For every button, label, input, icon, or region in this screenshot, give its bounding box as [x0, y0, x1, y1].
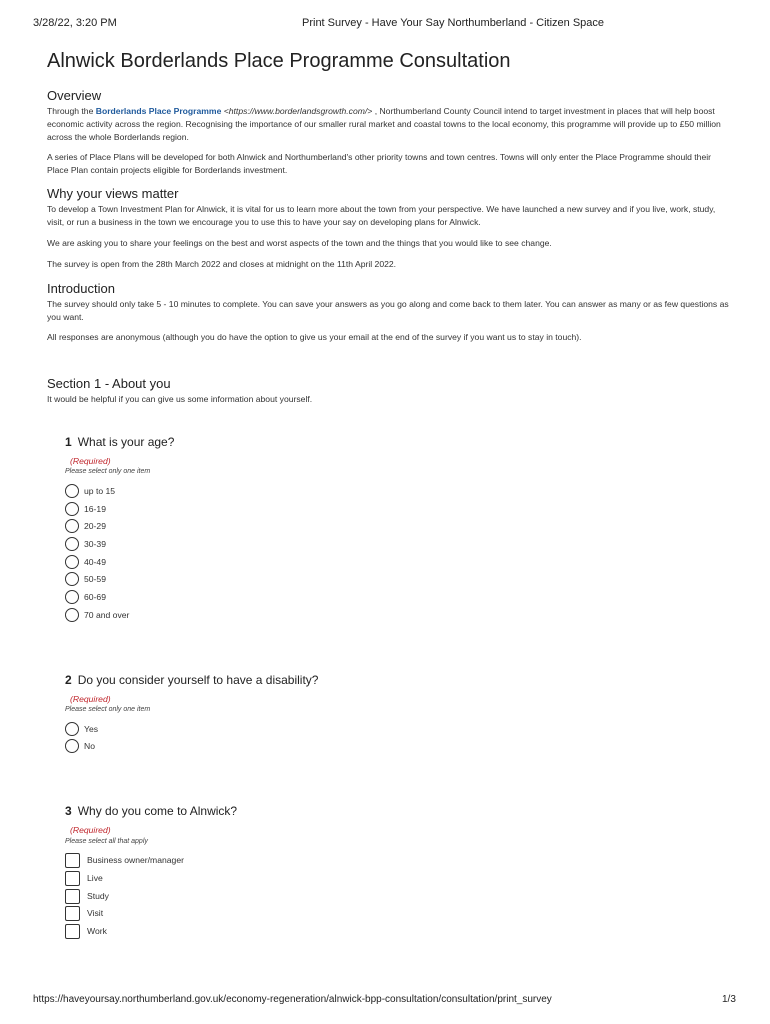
overview-p1-text-before: Through the [47, 106, 96, 116]
option-label: Business owner/manager [87, 855, 184, 865]
question-1-title [65, 435, 174, 449]
option-label: No [84, 741, 95, 751]
disability-option-no[interactable] [65, 738, 95, 754]
reason-option-work[interactable] [65, 923, 107, 939]
radio-button[interactable] [65, 484, 79, 498]
age-option-40-49[interactable] [65, 554, 106, 570]
checkbox[interactable] [65, 906, 80, 921]
question-3-required: (Required) [70, 825, 111, 835]
question-text: Do you consider yourself to have a disability? [77, 673, 319, 687]
overview-p1-text-after: , Northumberland County Council intend to target investment in places that will help boost economic activity across the region. Recognising the importance of our smaller rural market and coastal towns to the local economy, this programme will provide up to £50 million across the whole Borderlands region. [47, 106, 721, 142]
option-label: Yes [84, 724, 99, 734]
option-label: 20-29 [84, 521, 106, 531]
disability-option-yes[interactable] [65, 721, 98, 737]
option-label: 16-19 [84, 504, 106, 514]
question-3-hint: Please select all that apply [65, 838, 148, 845]
radio-button[interactable] [65, 519, 79, 533]
checkbox[interactable] [65, 924, 80, 939]
question-1-required: (Required) [70, 456, 111, 466]
why-paragraph-1: To develop a Town Investment Plan for Alnwick, it is vital for us to learn more about the town from your perspective. We have launched a new survey and if you live, work, study, visit, or run a business in the town we encourage you to use this to have your say on developing plans for Alnwick. [47, 204, 716, 227]
overview-heading: Overview [47, 88, 102, 103]
section-1-description: It would be helpful if you can give us some information about yourself. [47, 394, 313, 404]
question-text: Why do you come to Alnwick? [77, 804, 238, 818]
option-label: up to 15 [84, 486, 116, 496]
checkbox[interactable] [65, 871, 80, 886]
question-number: 2 [65, 673, 72, 687]
question-1-hint: Please select only one item [65, 468, 151, 475]
age-option-16-19[interactable] [65, 501, 106, 517]
print-header-title: Print Survey - Have Your Say Northumberland - Citizen Space [302, 17, 605, 29]
print-datetime: 3/28/22, 3:20 PM [33, 17, 117, 29]
question-2-title [65, 673, 318, 687]
overview-paragraph-2: A series of Place Plans will be developed for both Alnwick and Northumberland's other priority towns and town centres. Towns will only enter the Place Programme should their Place Plan contain projects eligible for Borderlands investment. [47, 152, 712, 175]
checkbox[interactable] [65, 853, 80, 868]
reason-option-business-owner[interactable] [65, 852, 184, 868]
option-label: 60-69 [84, 592, 106, 602]
page-number: 1/3 [722, 994, 736, 1005]
reason-option-study[interactable] [65, 888, 109, 904]
age-option-30-39[interactable] [65, 536, 106, 552]
question-2-required: (Required) [70, 694, 111, 704]
question-2-hint: Please select only one item [65, 706, 151, 713]
question-number: 3 [65, 804, 72, 818]
radio-button[interactable] [65, 572, 79, 586]
print-footer-url: https://haveyoursay.northumberland.gov.uk/economy-regeneration/alnwick-bpp-consultation/consultation/print_survey [33, 994, 552, 1005]
overview-paragraph-1 [47, 105, 732, 144]
option-label: Work [87, 926, 107, 936]
age-option-20-29[interactable] [65, 518, 106, 534]
option-label: 30-39 [84, 539, 106, 549]
why-paragraph-2: We are asking you to share your feelings on the best and worst aspects of the town and the things that you would like to see change. [47, 238, 552, 248]
introduction-heading: Introduction [47, 281, 115, 296]
age-option-50-59[interactable] [65, 571, 106, 587]
radio-button[interactable] [65, 590, 79, 604]
option-label: 70 and over [84, 610, 130, 620]
section-1-heading: Section 1 - About you [47, 376, 171, 391]
why-heading: Why your views matter [47, 186, 179, 201]
option-label: Live [87, 873, 103, 883]
option-label: 50-59 [84, 574, 106, 584]
question-number: 1 [65, 435, 72, 449]
radio-button[interactable] [65, 608, 79, 622]
option-label: Visit [87, 908, 104, 918]
introduction-paragraph-1: The survey should only take 5 - 10 minutes to complete. You can save your answers as you go along and come back to them later. You can answer as many or as few questions as you want. [47, 299, 729, 322]
radio-button[interactable] [65, 722, 79, 736]
radio-button[interactable] [65, 502, 79, 516]
borderlands-url: <https://www.borderlandsgrowth.com/> [221, 106, 373, 116]
checkbox[interactable] [65, 889, 80, 904]
age-option-70-and-over[interactable] [65, 607, 129, 623]
introduction-paragraph-2: All responses are anonymous (although you do have the option to give us your email at the end of the survey if you want us to stay in touch). [47, 332, 582, 342]
question-3-title [65, 804, 237, 818]
radio-button[interactable] [65, 739, 79, 753]
radio-button[interactable] [65, 537, 79, 551]
why-paragraph-3: The survey is open from the 28th March 2022 and closes at midnight on the 11th April 2022. [47, 259, 397, 269]
reason-option-live[interactable] [65, 870, 103, 886]
option-label: 40-49 [84, 557, 106, 567]
age-option-60-69[interactable] [65, 589, 106, 605]
age-option-up-to-15[interactable] [65, 483, 115, 499]
question-text: What is your age? [77, 435, 175, 449]
borderlands-place-programme-link[interactable]: Borderlands Place Programme [95, 106, 222, 116]
reason-option-visit[interactable] [65, 905, 103, 921]
radio-button[interactable] [65, 555, 79, 569]
option-label: Study [87, 891, 109, 901]
page-title: Alnwick Borderlands Place Programme Consultation [47, 50, 511, 72]
